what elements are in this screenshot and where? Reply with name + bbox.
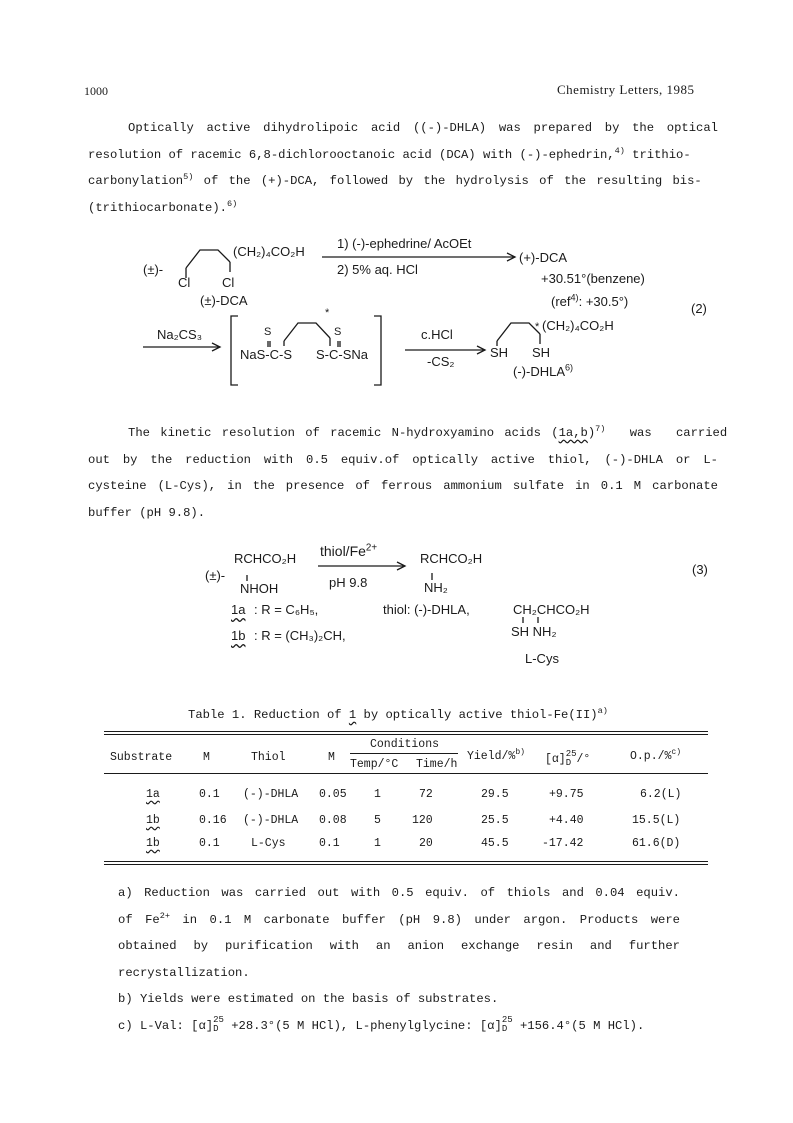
p1-l4-text: (trithiocarbonate). — [88, 200, 227, 215]
thio-s-1: S — [264, 326, 272, 338]
stereo-star-2: * — [535, 321, 540, 333]
col-header-m1: M — [203, 751, 210, 764]
caption-footnote: a) — [597, 705, 608, 716]
dhla-text: (-)-DHLA — [513, 364, 565, 379]
cell-yield: 25.5 — [481, 814, 509, 827]
scheme3-ph: pH 9.8 — [329, 575, 368, 590]
p2-l1-close: ) — [587, 426, 596, 440]
col-header-alpha — [545, 750, 590, 768]
dca-cl-1: Cl — [178, 275, 191, 290]
p1-l2-text: resolution of racemic 6,8-dichlorooctanoic acid (DCA) with (-)-ephedrin, — [88, 147, 615, 162]
minus-cs2: -CS₂ — [427, 354, 455, 369]
col-header-conditions: Conditions — [370, 738, 440, 751]
caption-text: Table 1. Reduction of — [188, 708, 349, 722]
ref-4-sup: 4) — [614, 145, 625, 156]
footnote-c — [118, 1013, 680, 1040]
cell-alpha: +9.75 — [549, 788, 584, 801]
footnote-b: b) Yields were estimated on the basis of substrates. — [118, 992, 499, 1006]
cell-op: 15.5(L) — [632, 814, 681, 827]
ref-value: : +30.5°) — [578, 294, 629, 309]
cell-m2: 0.08 — [319, 814, 347, 827]
cell-m1: 0.1 — [199, 788, 220, 801]
cell-yield: 45.5 — [481, 837, 509, 850]
cys-structure-top: CH₂CHCO₂H — [513, 602, 590, 617]
cell-time: 72 — [419, 788, 433, 801]
footnote-a-line-3: obtained by purification with an anion exchange resin and further — [118, 939, 680, 953]
dca-racemic-prefix: (±)- — [143, 262, 164, 277]
alpha-line: D — [565, 758, 572, 768]
dca-chain: (CH₂)₄CO₂H — [233, 244, 305, 259]
compound-1b-def: : R = (CH₃)₂CH, — [254, 628, 346, 643]
compound-1b-label: 1b — [231, 628, 246, 643]
fn-a2-tail: in 0.1 M carbonate buffer (pH 9.8) under argon. Products were — [169, 912, 680, 927]
col-header-m2: M — [328, 751, 335, 764]
alpha-temp: 25 — [565, 749, 577, 759]
cell-yield: 29.5 — [481, 788, 509, 801]
ref-5-sup: 5) — [183, 171, 194, 182]
conditions-rule — [350, 753, 458, 754]
ref-7-sup: 7) — [595, 423, 606, 434]
op-text: O.p./% — [630, 750, 672, 763]
paragraph-2-line-4: buffer (pH 9.8). — [88, 505, 206, 520]
reagent-na2cs3: Na₂CS₃ — [157, 327, 203, 342]
footnote-a-line-1: a) Reduction was carried out with 0.5 equiv. of thiols and 0.04 equiv. — [118, 886, 680, 900]
col-header-yield — [467, 750, 525, 763]
thio-s-2: S — [334, 326, 342, 338]
yield-footnote: b) — [515, 748, 525, 758]
table-bottom-rule — [104, 861, 708, 862]
step-2: 2) 5% aq. HCl — [337, 262, 418, 277]
cell-time: 20 — [419, 837, 433, 850]
ref-6-sup-scheme: 6) — [565, 362, 574, 373]
p1-l3-tail: of the (+)-DCA, followed by the hydrolysis of the resulting bis- — [193, 174, 702, 188]
thiol-fe: thiol/Fe — [320, 543, 366, 559]
paragraph-1-line-1: Optically active dihydrolipoic acid ((-)-DHLA) was prepared by the optical — [128, 121, 718, 135]
cell-m1: 0.1 — [199, 837, 220, 850]
col-header-substrate: Substrate — [110, 751, 173, 764]
paragraph-2-line-3: cysteine (L-Cys), in the presence of ferrous ammonium sulfate in 0.1 M carbonate — [88, 479, 718, 493]
fn-c-temp-1: 25 — [213, 1015, 224, 1026]
journal-header: Chemistry Letters, 1985 — [557, 82, 695, 97]
cell-m2: 0.05 — [319, 788, 347, 801]
alpha-unit: /° — [576, 753, 591, 767]
cell-alpha: +4.40 — [549, 814, 584, 827]
table-bottom-rule-2 — [104, 864, 708, 865]
cell-thiol: (-)-DHLA — [243, 788, 299, 801]
paragraph-2-line-2: out by the reduction with 0.5 equiv.of optically active thiol, (-)-DHLA or L- — [88, 452, 718, 467]
scheme3-product: RCHCO₂H — [420, 551, 483, 566]
cell-op: 6.2(L) — [640, 788, 682, 801]
table-header-rule — [104, 773, 708, 774]
cell-substrate: 1a — [146, 788, 160, 801]
dhla-chain: (CH₂)₄CO₂H — [542, 318, 614, 333]
product-rotation: +30.51°(benzene) — [541, 271, 645, 286]
table-footnotes — [118, 880, 680, 1039]
fn-c-text: c) L-Val: [α] — [118, 1018, 214, 1033]
compound-1ab-ref: 1a,b — [558, 426, 588, 440]
dhla-sh-2: SH — [532, 345, 551, 360]
page-number: 1000 — [84, 84, 108, 98]
scheme3-racemic-prefix: (±)- — [205, 568, 226, 583]
caption-tail: by optically active thiol-Fe(II) — [356, 708, 598, 722]
footnote-a-line-4: recrystallization. — [118, 965, 250, 980]
cell-op: 61.6(D) — [632, 837, 681, 850]
cell-time: 120 — [412, 814, 433, 827]
thiol-list: thiol: (-)-DHLA, — [383, 602, 470, 617]
table-top-rule — [104, 731, 708, 732]
fn-c-temp-2: 25 — [501, 1015, 513, 1026]
scheme3-reactant-nhoh: NHOH — [240, 581, 279, 596]
table-top-rule-2 — [104, 734, 708, 735]
cell-temp: 1 — [374, 788, 381, 801]
col-header-thiol: Thiol — [251, 751, 286, 764]
p2-l1-text: The kinetic resolution of racemic N-hydroxyamino acids ( — [128, 426, 559, 440]
fe-charge: 2+ — [365, 542, 378, 554]
scheme3-reagent — [320, 543, 377, 559]
caption-compound: 1 — [348, 708, 357, 722]
fe-charge-note: 2+ — [159, 910, 170, 921]
col-header-op — [630, 750, 681, 763]
dhla-sh-1: SH — [490, 345, 509, 360]
fn-c-tail: +156.4°(5 M HCl). — [512, 1018, 645, 1033]
yield-text: Yield/% — [467, 750, 516, 763]
cell-alpha: -17.42 — [542, 837, 584, 850]
nas-left: NaS-C-S — [240, 347, 293, 362]
p2-l1-tail: was carried — [605, 426, 728, 440]
p1-l2-tail: trithio- — [624, 147, 691, 162]
col-header-time: Time/h — [416, 758, 458, 771]
cell-substrate: 1b — [146, 814, 160, 827]
cys-label: L-Cys — [525, 651, 559, 666]
step-1: 1) (-)-ephedrine/ AcOEt — [337, 236, 472, 251]
alpha-text: [α] — [545, 753, 566, 767]
ref-open: (ref — [551, 294, 571, 309]
cell-temp: 5 — [374, 814, 381, 827]
eq-number-3: (3) — [692, 562, 708, 577]
stereo-star: * — [325, 307, 330, 319]
p1-l3-text: carbonylation — [88, 174, 184, 188]
scheme3-reactant: RCHCO₂H — [234, 551, 297, 566]
footnote-a-line-2 — [118, 907, 680, 934]
cell-m1: 0.16 — [199, 814, 227, 827]
cell-thiol: L-Cys — [251, 837, 286, 850]
conc-hcl: c.HCl — [421, 327, 453, 342]
dca-cl-2: Cl — [222, 275, 235, 290]
compound-1a-def: : R = C₆H₅, — [254, 602, 319, 617]
fn-c-line-2: D — [501, 1024, 508, 1035]
op-footnote: c) — [671, 748, 682, 758]
cell-temp: 1 — [374, 837, 381, 850]
nas-right: S-C-SNa — [316, 347, 369, 362]
compound-1a-label: 1a — [231, 602, 246, 617]
cell-m2: 0.1 — [319, 837, 340, 850]
dca-label: (±)-DCA — [200, 293, 248, 308]
fn-c-line-1: D — [213, 1024, 219, 1035]
col-header-temp: Temp/°C — [350, 758, 399, 771]
fn-a2-text: of Fe — [118, 912, 160, 927]
fn-c-mid: +28.3°(5 M HCl), L-phenylglycine: [α] — [223, 1018, 502, 1033]
cell-substrate: 1b — [146, 837, 160, 850]
ref-4-sup-scheme: 4) — [570, 292, 579, 303]
eq-number-2: (2) — [691, 301, 707, 316]
cell-thiol: (-)-DHLA — [243, 814, 299, 827]
scheme3-product-nh2: NH₂ — [424, 580, 448, 595]
product-dca: (+)-DCA — [519, 250, 568, 265]
ref-6-sup: 6) — [226, 198, 238, 209]
cys-structure-mid: SH NH₂ — [511, 624, 557, 639]
table-caption — [188, 705, 608, 722]
